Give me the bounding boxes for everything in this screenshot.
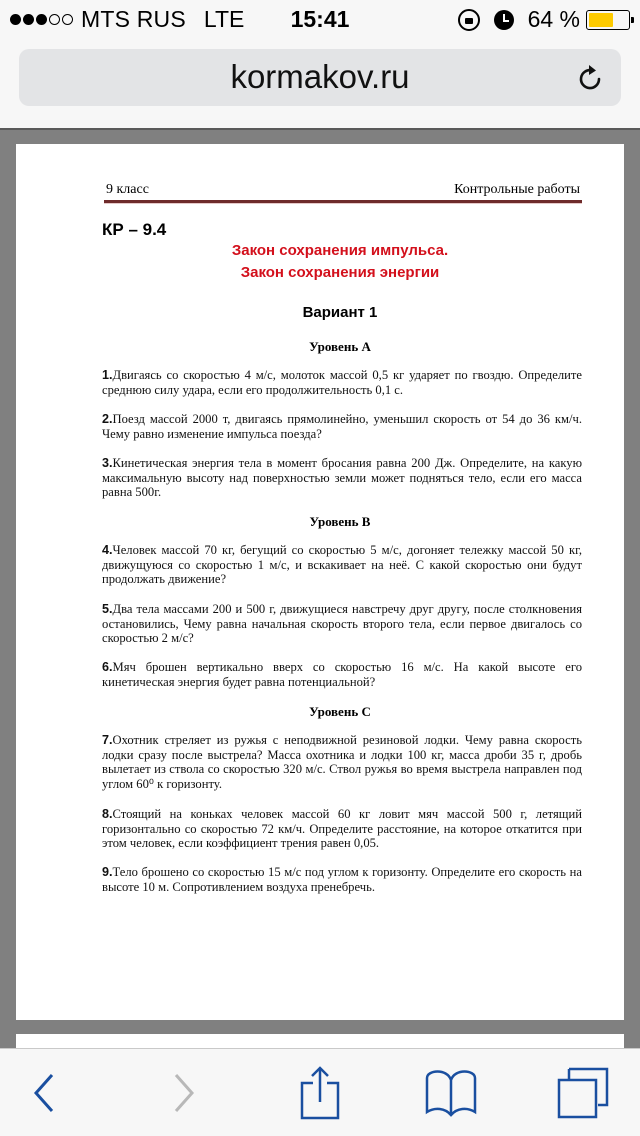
- header-rule-shadow: [104, 203, 582, 204]
- clock: 15:41: [290, 6, 350, 32]
- header-grade: 9 класс: [106, 182, 149, 197]
- carrier-name: MTS RUS: [81, 6, 186, 32]
- task-5: 5.Два тела массами 200 и 500 г, движущиеся навстречу друг другу, после столкновения остановились, Чему равна начальная скорость второго тела, если первое двигалось со скоростью 2 м/с?: [102, 602, 582, 646]
- web-content[interactable]: [0, 128, 640, 1048]
- variant-heading: Вариант 1: [302, 304, 378, 321]
- task-8: 8.Стоящий на коньках человек массой 60 кг ловит мяч массой 500 г, летящий горизонтально со скоростью 72 км/ч. Определите расстояние, на которое откатится при этом человек, если коэффициент трения равен 0,05.: [102, 807, 582, 851]
- forward-icon: [173, 1073, 195, 1113]
- url-text[interactable]: kormakov.ru: [230, 58, 410, 95]
- next-document-page: [16, 1034, 624, 1048]
- back-button[interactable]: [16, 1049, 72, 1136]
- task-6: 6.Мяч брошен вертикально вверх со скоростью 16 м/с. На какой высоте его кинетическая энергия будет равна потенциальной?: [102, 660, 582, 689]
- share-icon: [300, 1065, 340, 1121]
- browser-toolbar: [0, 1048, 640, 1136]
- share-button[interactable]: [290, 1049, 350, 1136]
- battery-icon: [586, 10, 630, 30]
- tabs-icon: [557, 1067, 609, 1119]
- alarm-icon: [494, 10, 514, 30]
- title-line-1: Закон сохранения импульса.: [231, 242, 449, 259]
- battery-percent: 64 %: [527, 6, 580, 32]
- document-page: [16, 144, 624, 1020]
- work-code: КР – 9.4: [102, 220, 167, 239]
- task-4: 4.Человек массой 70 кг, бегущий со скоростью 5 м/с, догоняет тележку массой 50 кг, движущуюся со скоростью 1 м/с, и вскакивает на неё. С какой скоростью они будут продолжать движение?: [102, 543, 582, 587]
- back-icon: [33, 1073, 55, 1113]
- level-a-heading: Уровень А: [309, 339, 371, 354]
- level-b-heading: Уровень В: [309, 514, 371, 529]
- status-right: [458, 6, 630, 33]
- forward-button[interactable]: [156, 1049, 212, 1136]
- address-bar[interactable]: [19, 49, 621, 106]
- task-2: 2.Поезд массой 2000 т, двигаясь прямолинейно, уменьшил скорость от 54 до 36 км/ч. Чему равно изменение импульса поезда?: [102, 412, 582, 441]
- task-1: 1.Двигаясь со скоростью 4 м/с, молоток массой 0,5 кг ударяет по гвоздю. Определите среднюю силу удара, если его продолжительность 0,1 с.: [102, 368, 582, 397]
- task-3: 3.Кинетическая энергия тела в момент бросания равна 200 Дж. Определите, на какую максимальную высоту над поверхностью земли может подняться тело, если его масса равна 500г.: [102, 456, 582, 500]
- title-line-2: Закон сохранения энергии: [240, 264, 440, 281]
- header-section: Контрольные работы: [454, 182, 580, 197]
- level-c-heading: Уровень С: [309, 704, 371, 719]
- network-type: LTE: [203, 6, 245, 32]
- task-9: 9.Тело брошено со скоростью 15 м/с под углом к горизонту. Определите его скорость на высоте 10 м. Сопротивлением воздуха пренебречь.: [102, 865, 582, 894]
- document-header: [104, 182, 582, 200]
- task-7: 7.Охотник стреляет из ружья с неподвижной резиновой лодки. Чему равна скорость лодки сразу после выстрела? Масса охотника и лодки 100 кг, масса дроби 35 г, дробь вылетает из ствола со скоростью 320 м/с. Ствол ружья во время выстрела направлен под углом 60⁰ к горизонту.: [102, 733, 582, 792]
- status-bar: [0, 0, 640, 40]
- tabs-button[interactable]: [552, 1049, 614, 1136]
- reload-icon[interactable]: [577, 63, 605, 93]
- rotation-lock-icon: [458, 9, 480, 31]
- bookmarks-button[interactable]: [420, 1049, 482, 1136]
- bookmarks-icon: [425, 1068, 477, 1118]
